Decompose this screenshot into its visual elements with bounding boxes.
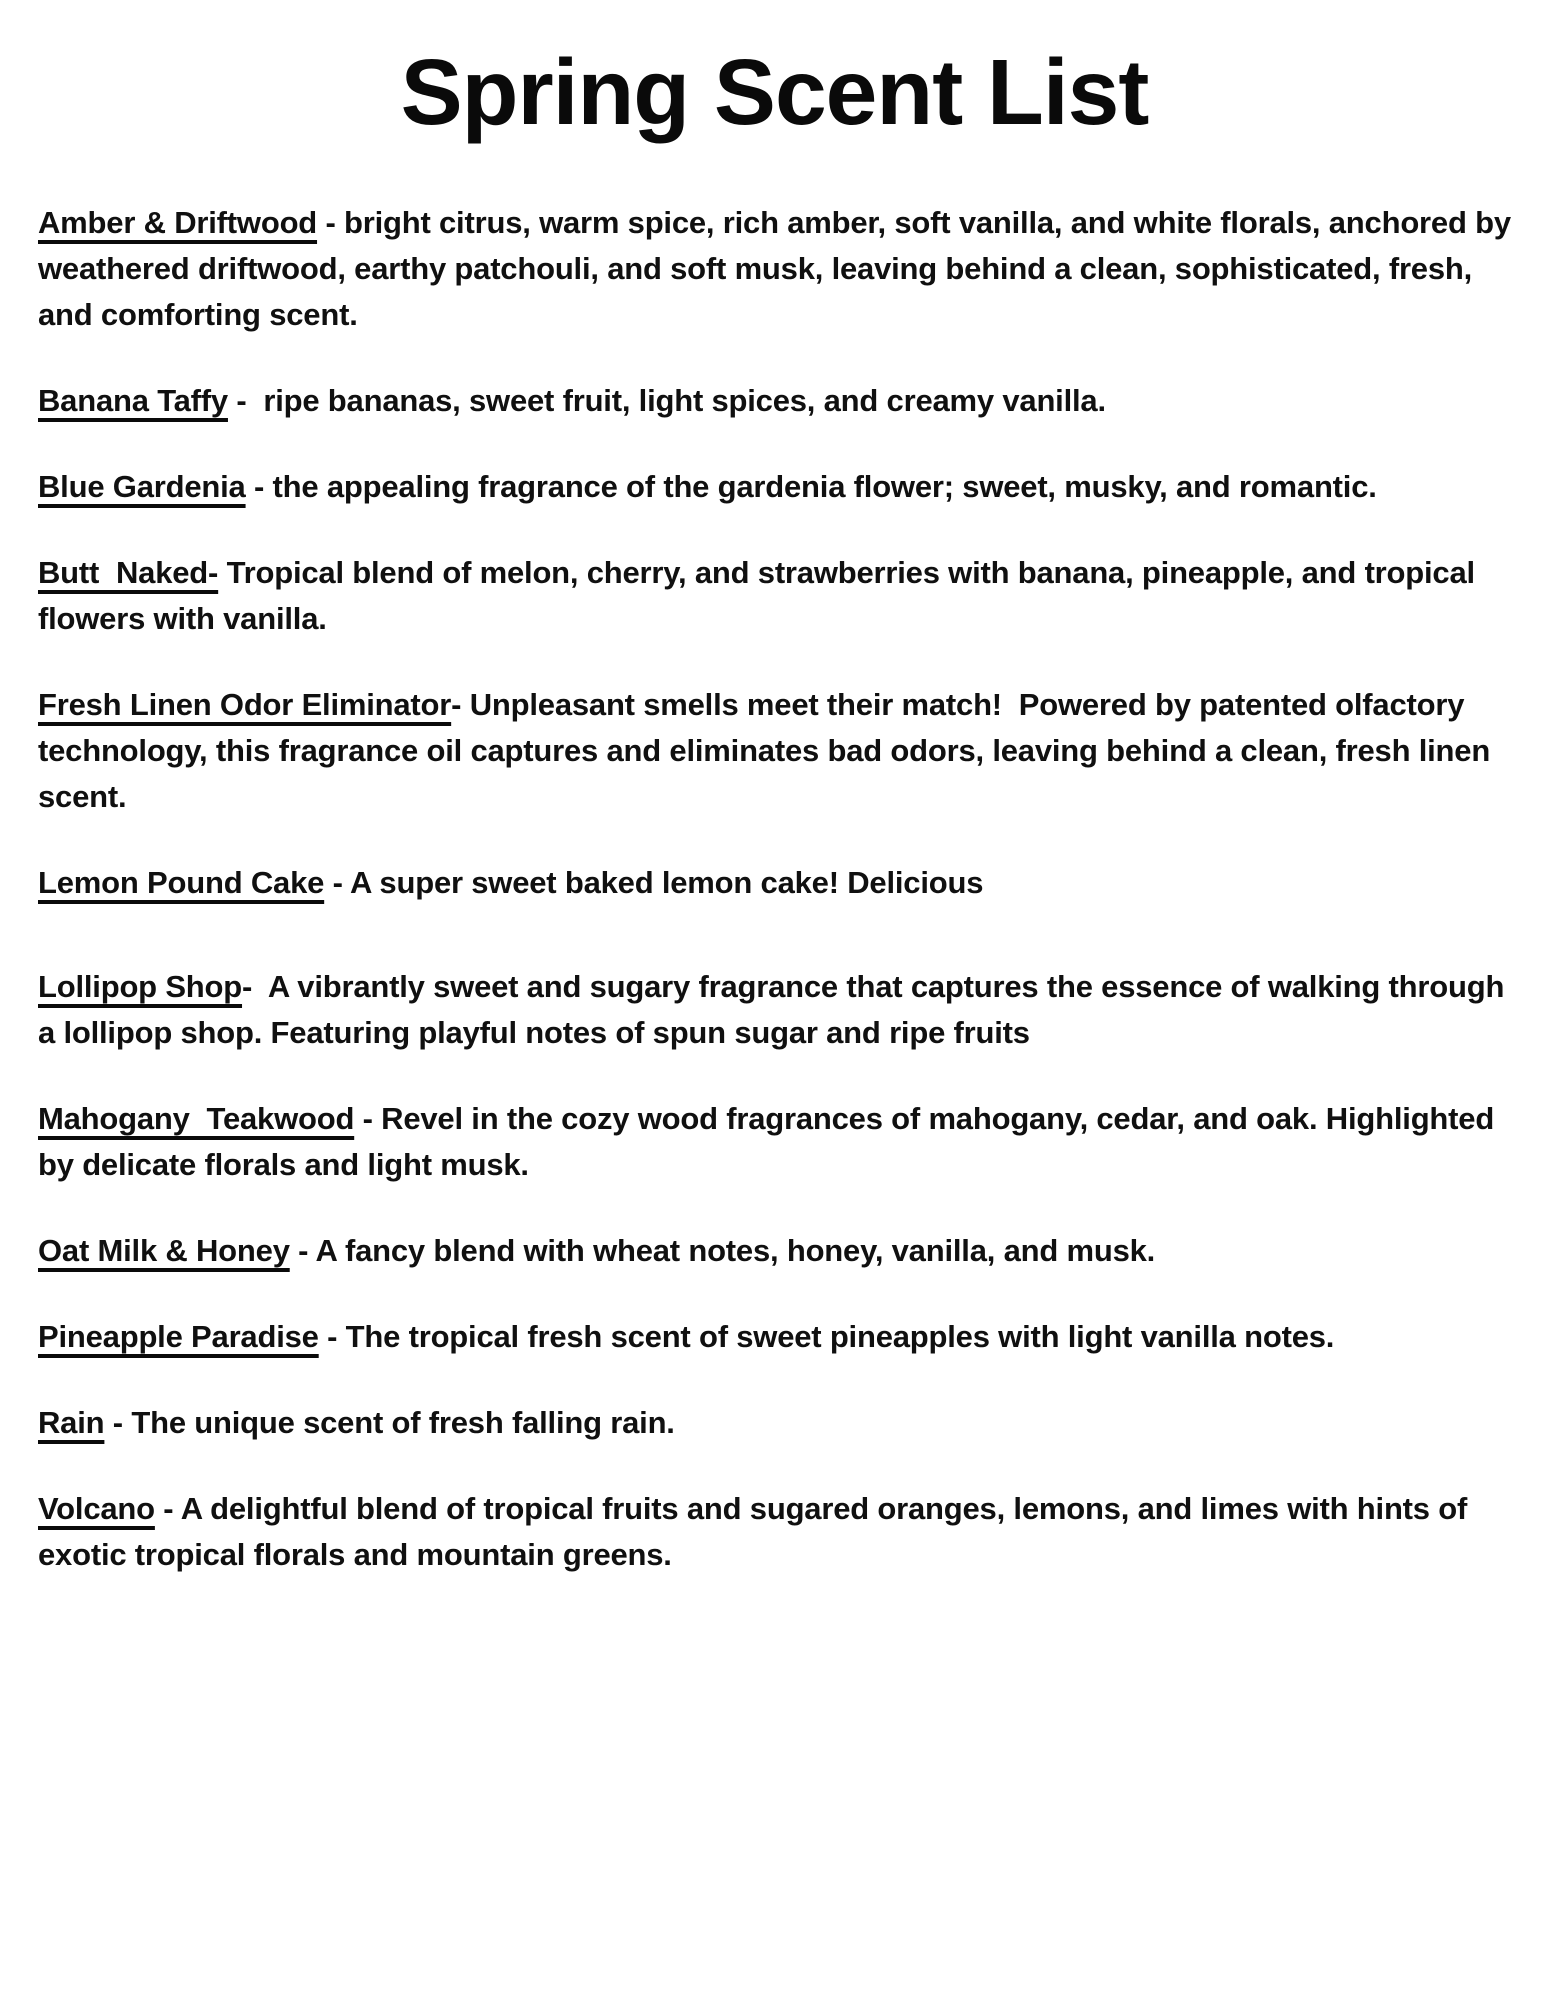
scent-description: bright citrus, warm spice, rich amber, soft vanilla, and white florals, anchored by weathered driftwood, earthy patchouli, and soft musk, leaving behind a clean, sophisticated, fresh, and comforting scent.	[38, 205, 1520, 333]
scent-description: A delightful blend of tropical fruits and sugared oranges, lemons, and limes with hints of exotic tropical florals and mountain greens.	[38, 1491, 1476, 1573]
scent-description: Tropical blend of melon, cherry, and strawberries with banana, pineapple, and tropical flowers with vanilla.	[38, 555, 1484, 637]
scent-description: The unique scent of fresh falling rain.	[131, 1405, 675, 1441]
scent-separator: -	[104, 1405, 132, 1441]
scent-separator: -	[245, 469, 273, 505]
scent-name: Amber & Driftwood	[38, 205, 318, 241]
scent-separator: -	[317, 205, 344, 241]
scent-name: Butt Naked-	[38, 555, 219, 591]
scent-description: A fancy blend with wheat notes, honey, vanilla, and musk.	[315, 1233, 1156, 1269]
scent-item	[38, 1400, 1511, 1446]
scent-separator: -	[242, 969, 268, 1005]
scent-item	[38, 860, 1511, 906]
scent-description: ripe bananas, sweet fruit, light spices, and creamy vanilla.	[263, 383, 1106, 419]
scent-name: Mahogany Teakwood	[38, 1101, 355, 1137]
scent-description: A vibrantly sweet and sugary fragrance that captures the essence of walking through a lollipop shop. Featuring playful notes of spun sugar and ripe fruits	[38, 969, 1513, 1051]
scent-separator: -	[354, 1101, 382, 1137]
scent-description: Revel in the cozy wood fragrances of mahogany, cedar, and oak. Highlighted by delicate florals and light musk.	[38, 1101, 1503, 1183]
scent-name: Fresh Linen Odor Eliminator	[38, 687, 452, 723]
scent-description: the appealing fragrance of the gardenia flower; sweet, musky, and romantic.	[272, 469, 1377, 505]
scent-name: Oat Milk & Honey	[38, 1233, 290, 1269]
scent-item	[38, 378, 1511, 424]
scent-name: Lollipop Shop	[38, 969, 243, 1005]
scent-description: A super sweet baked lemon cake! Delicious	[349, 865, 984, 901]
scent-description: The tropical fresh scent of sweet pineapples with light vanilla notes.	[345, 1319, 1335, 1355]
scent-separator: -	[318, 1319, 346, 1355]
scent-item	[38, 1314, 1511, 1360]
scent-separator: -	[451, 687, 470, 723]
scent-item	[38, 1228, 1511, 1274]
scent-name: Rain	[38, 1405, 105, 1441]
scent-item	[38, 200, 1520, 338]
scent-item	[38, 964, 1511, 1056]
scent-name: Pineapple Paradise	[38, 1319, 319, 1355]
page-title: Spring Scent List	[400, 40, 1149, 144]
scent-name: Banana Taffy	[38, 383, 228, 419]
scent-item	[38, 550, 1511, 642]
scent-item	[38, 1096, 1511, 1188]
scent-separator: -	[324, 865, 350, 901]
scent-description: Unpleasant smells meet their match! Powered by patented olfactory technology, this fragrance oil captures and eliminates bad odors, leaving behind a clean, fresh linen scent.	[38, 687, 1499, 815]
scent-list	[38, 200, 1520, 1578]
scent-item	[38, 464, 1511, 510]
scent-name: Volcano	[38, 1491, 155, 1527]
scent-separator: -	[289, 1233, 316, 1269]
scent-separator	[218, 555, 226, 590]
scent-separator: -	[154, 1491, 181, 1527]
scent-separator: -	[227, 383, 264, 419]
scent-name: Lemon Pound Cake	[38, 865, 325, 901]
scent-name: Blue Gardenia	[38, 469, 246, 505]
scent-item	[38, 1486, 1511, 1578]
scent-item	[38, 682, 1511, 820]
